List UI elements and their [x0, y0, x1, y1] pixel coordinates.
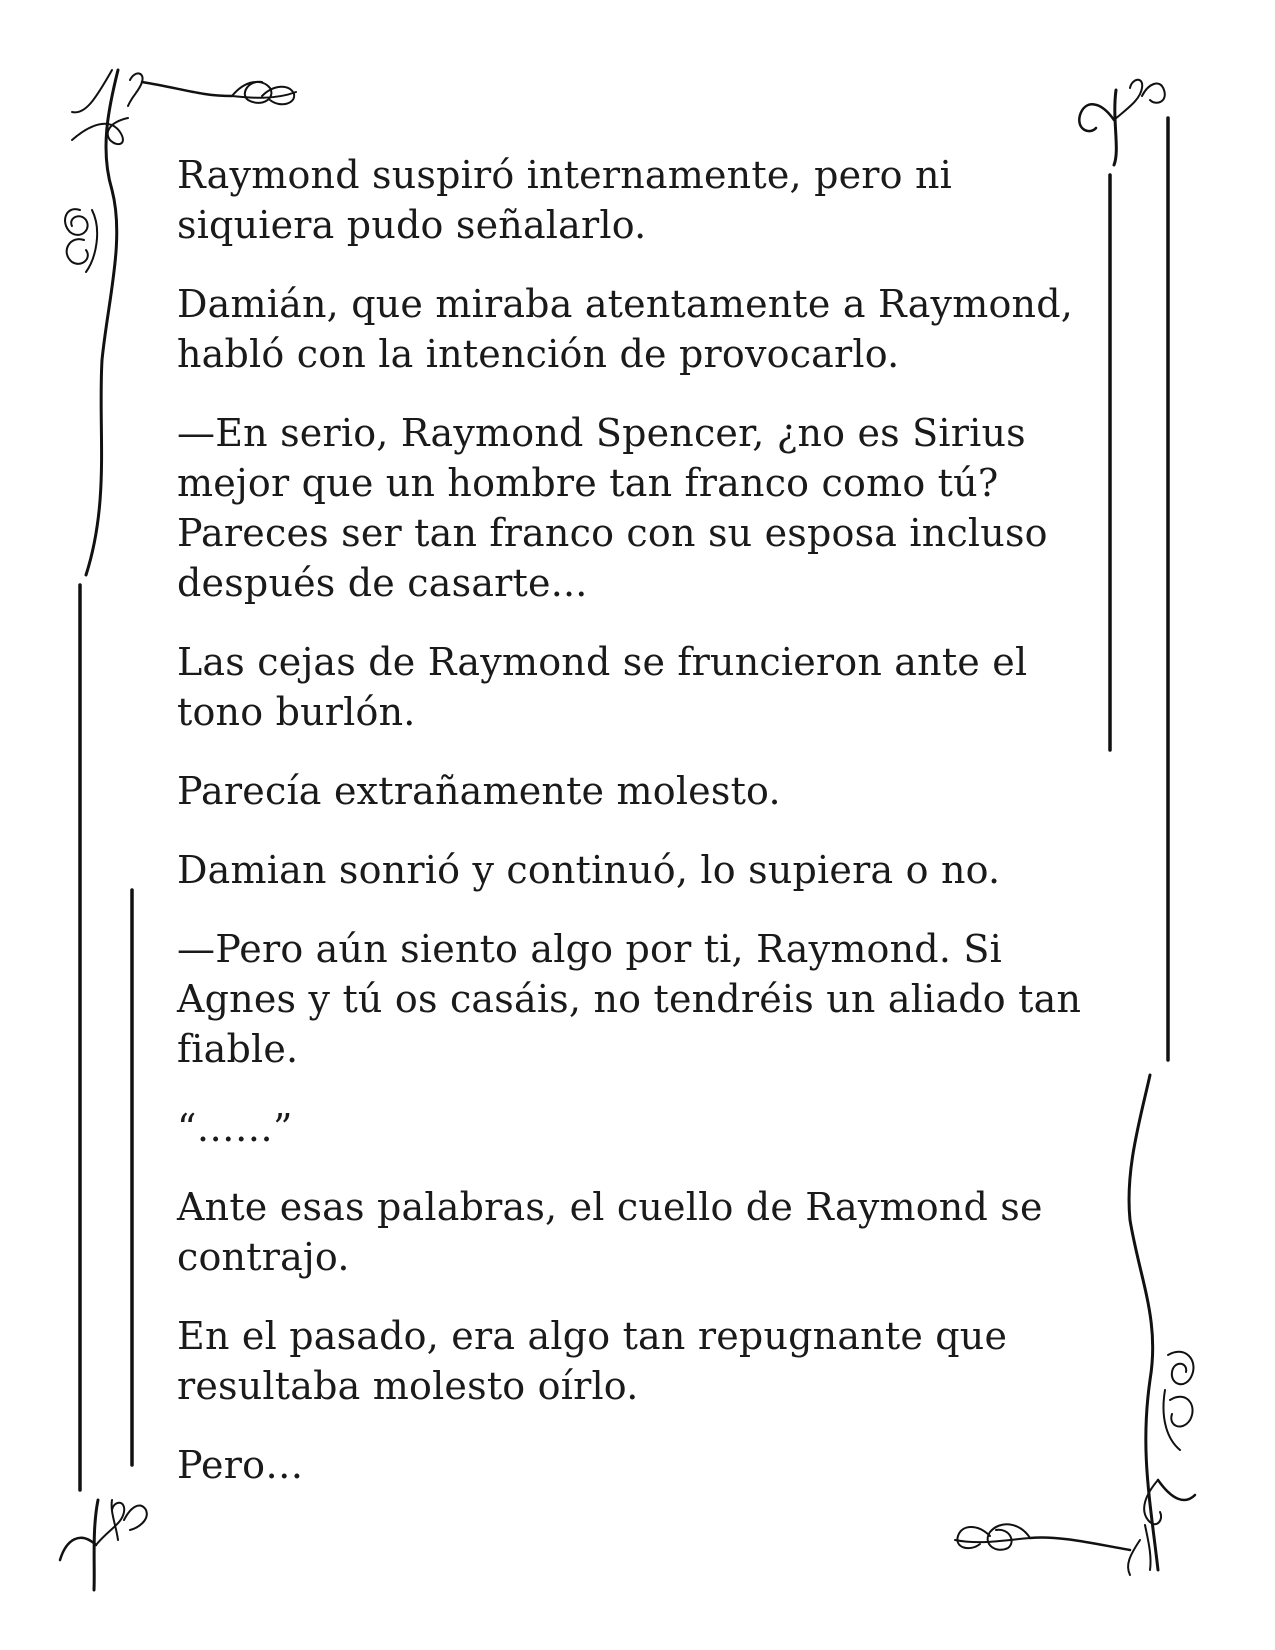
paragraph: —Pero aún siento algo por ti, Raymond. Si Agnes y tú os casáis, no tendréis un aliado tan fiable.: [177, 927, 1082, 1071]
paragraph: Raymond suspiró internamente, pero ni siquiera pudo señalarlo.: [177, 153, 953, 247]
paragraph: Las cejas de Raymond se fruncieron ante el tono burlón.: [177, 640, 1028, 734]
bottom-left-flourish-icon: [60, 1500, 147, 1590]
paragraph: Ante esas palabras, el cuello de Raymond se contrajo.: [177, 1185, 1043, 1279]
paragraph: Pero…: [177, 1443, 304, 1487]
paragraph: En el pasado, era algo tan repugnante que resultaba molesto oírlo.: [177, 1314, 1008, 1408]
paragraph: Damián, que miraba atentamente a Raymond, habló con la intención de provocarlo.: [177, 282, 1074, 376]
paragraph: —En serio, Raymond Spencer, ¿no es Sirius mejor que un hombre tan franco como tú? Pareces ser tan franco con su esposa incluso después de casarte...: [177, 411, 1048, 605]
story-text: [177, 150, 1097, 1519]
paragraph: “……”: [177, 1106, 293, 1150]
paragraph: Damian sonrió y continuó, lo supiera o no.: [177, 848, 1001, 892]
paragraph: Parecía extrañamente molesto.: [177, 769, 781, 813]
